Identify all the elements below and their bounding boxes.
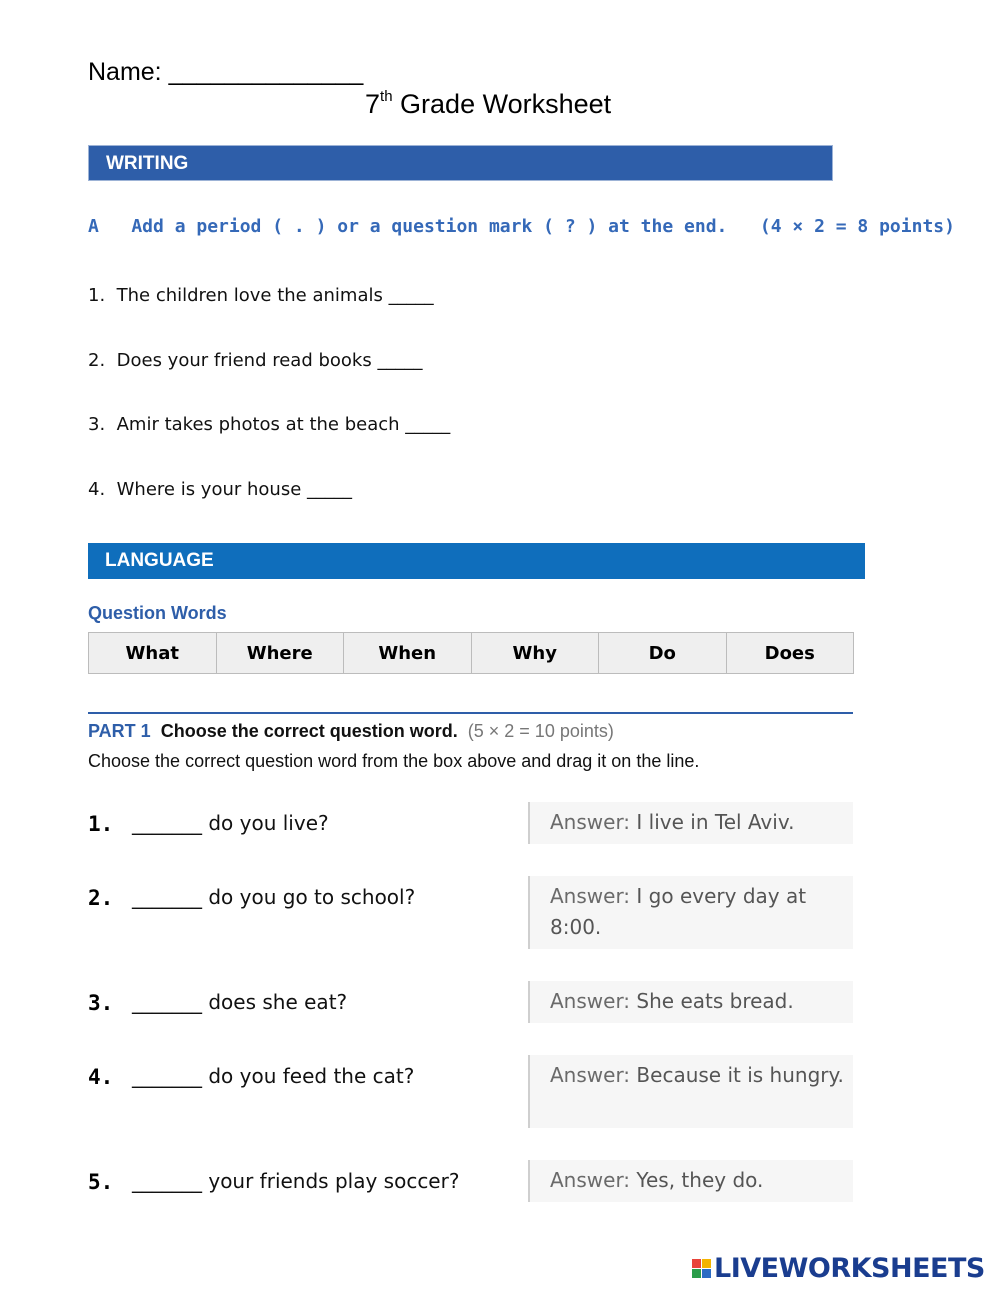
writing-section-header: WRITING: [88, 145, 833, 181]
answer-label: Answer:: [550, 989, 631, 1013]
question-text[interactable]: _______ does she eat?: [132, 990, 348, 1014]
title-grade-number: 7: [365, 89, 381, 119]
title-superscript: th: [380, 88, 393, 105]
question-words-title: Question Words: [88, 603, 227, 623]
answer-text: I live in Tel Aviv.: [636, 810, 795, 834]
part1-label: PART 1: [88, 721, 151, 741]
question-text[interactable]: _______ your friends play soccer?: [132, 1169, 460, 1193]
question-number: 2.: [88, 886, 114, 910]
divider: [88, 712, 853, 714]
answer-text: She eats bread.: [636, 989, 794, 1013]
part1-points: (5 × 2 = 10 points): [467, 721, 614, 741]
question-text[interactable]: _______ do you go to school?: [132, 885, 416, 909]
writing-sentence: 2. Does your friend read books _____: [88, 350, 423, 371]
question-text[interactable]: _______ do you feed the cat?: [132, 1064, 415, 1088]
page-title: [365, 88, 611, 120]
part1-heading: [88, 721, 614, 742]
question-number: 5.: [88, 1170, 114, 1194]
question-word-what[interactable]: What: [89, 633, 217, 674]
writing-sentence: 4. Where is your house _____: [88, 479, 352, 500]
writing-instruction: A Add a period ( . ) or a question mark ( ? ) at the end. (4 × 2 = 8 points): [88, 216, 955, 237]
language-section-header: LANGUAGE: [88, 543, 865, 579]
title-text: Grade Worksheet: [392, 89, 612, 119]
part1-title: Choose the correct question word.: [160, 721, 458, 741]
logo-text: LIVEWORKSHEETS: [714, 1253, 985, 1284]
answer-label: Answer:: [550, 810, 631, 834]
question-word-why[interactable]: Why: [471, 633, 599, 674]
question-number: 3.: [88, 991, 114, 1015]
question-word-where[interactable]: Where: [216, 633, 344, 674]
answer-label: Answer:: [550, 884, 631, 908]
question-words-box: [88, 632, 854, 674]
answer-box: [528, 802, 853, 844]
writing-sentence: 3. Amir takes photos at the beach _____: [88, 414, 451, 435]
name-field-label: Name: ______________: [88, 58, 364, 86]
answer-box: [528, 876, 853, 949]
answer-box: [528, 1055, 853, 1128]
question-number: 4.: [88, 1065, 114, 1089]
answer-label: Answer:: [550, 1063, 631, 1087]
answer-label: Answer:: [550, 1168, 631, 1192]
question-number: 1.: [88, 812, 114, 836]
part1-instruction: Choose the correct question word from the box above and drag it on the line.: [88, 751, 700, 771]
answer-text: Because it is hungry.: [636, 1063, 844, 1087]
answer-text: Yes, they do.: [636, 1168, 764, 1192]
writing-sentence: 1. The children love the animals _____: [88, 285, 434, 306]
question-text[interactable]: _______ do you live?: [132, 811, 329, 835]
question-word-does[interactable]: Does: [726, 633, 854, 674]
answer-text: I go every day at 8:00.: [550, 884, 807, 939]
logo-icon: [692, 1259, 712, 1279]
question-word-when[interactable]: When: [344, 633, 472, 674]
question-word-do[interactable]: Do: [599, 633, 727, 674]
answer-box: [528, 981, 853, 1023]
answer-box: [528, 1160, 853, 1202]
